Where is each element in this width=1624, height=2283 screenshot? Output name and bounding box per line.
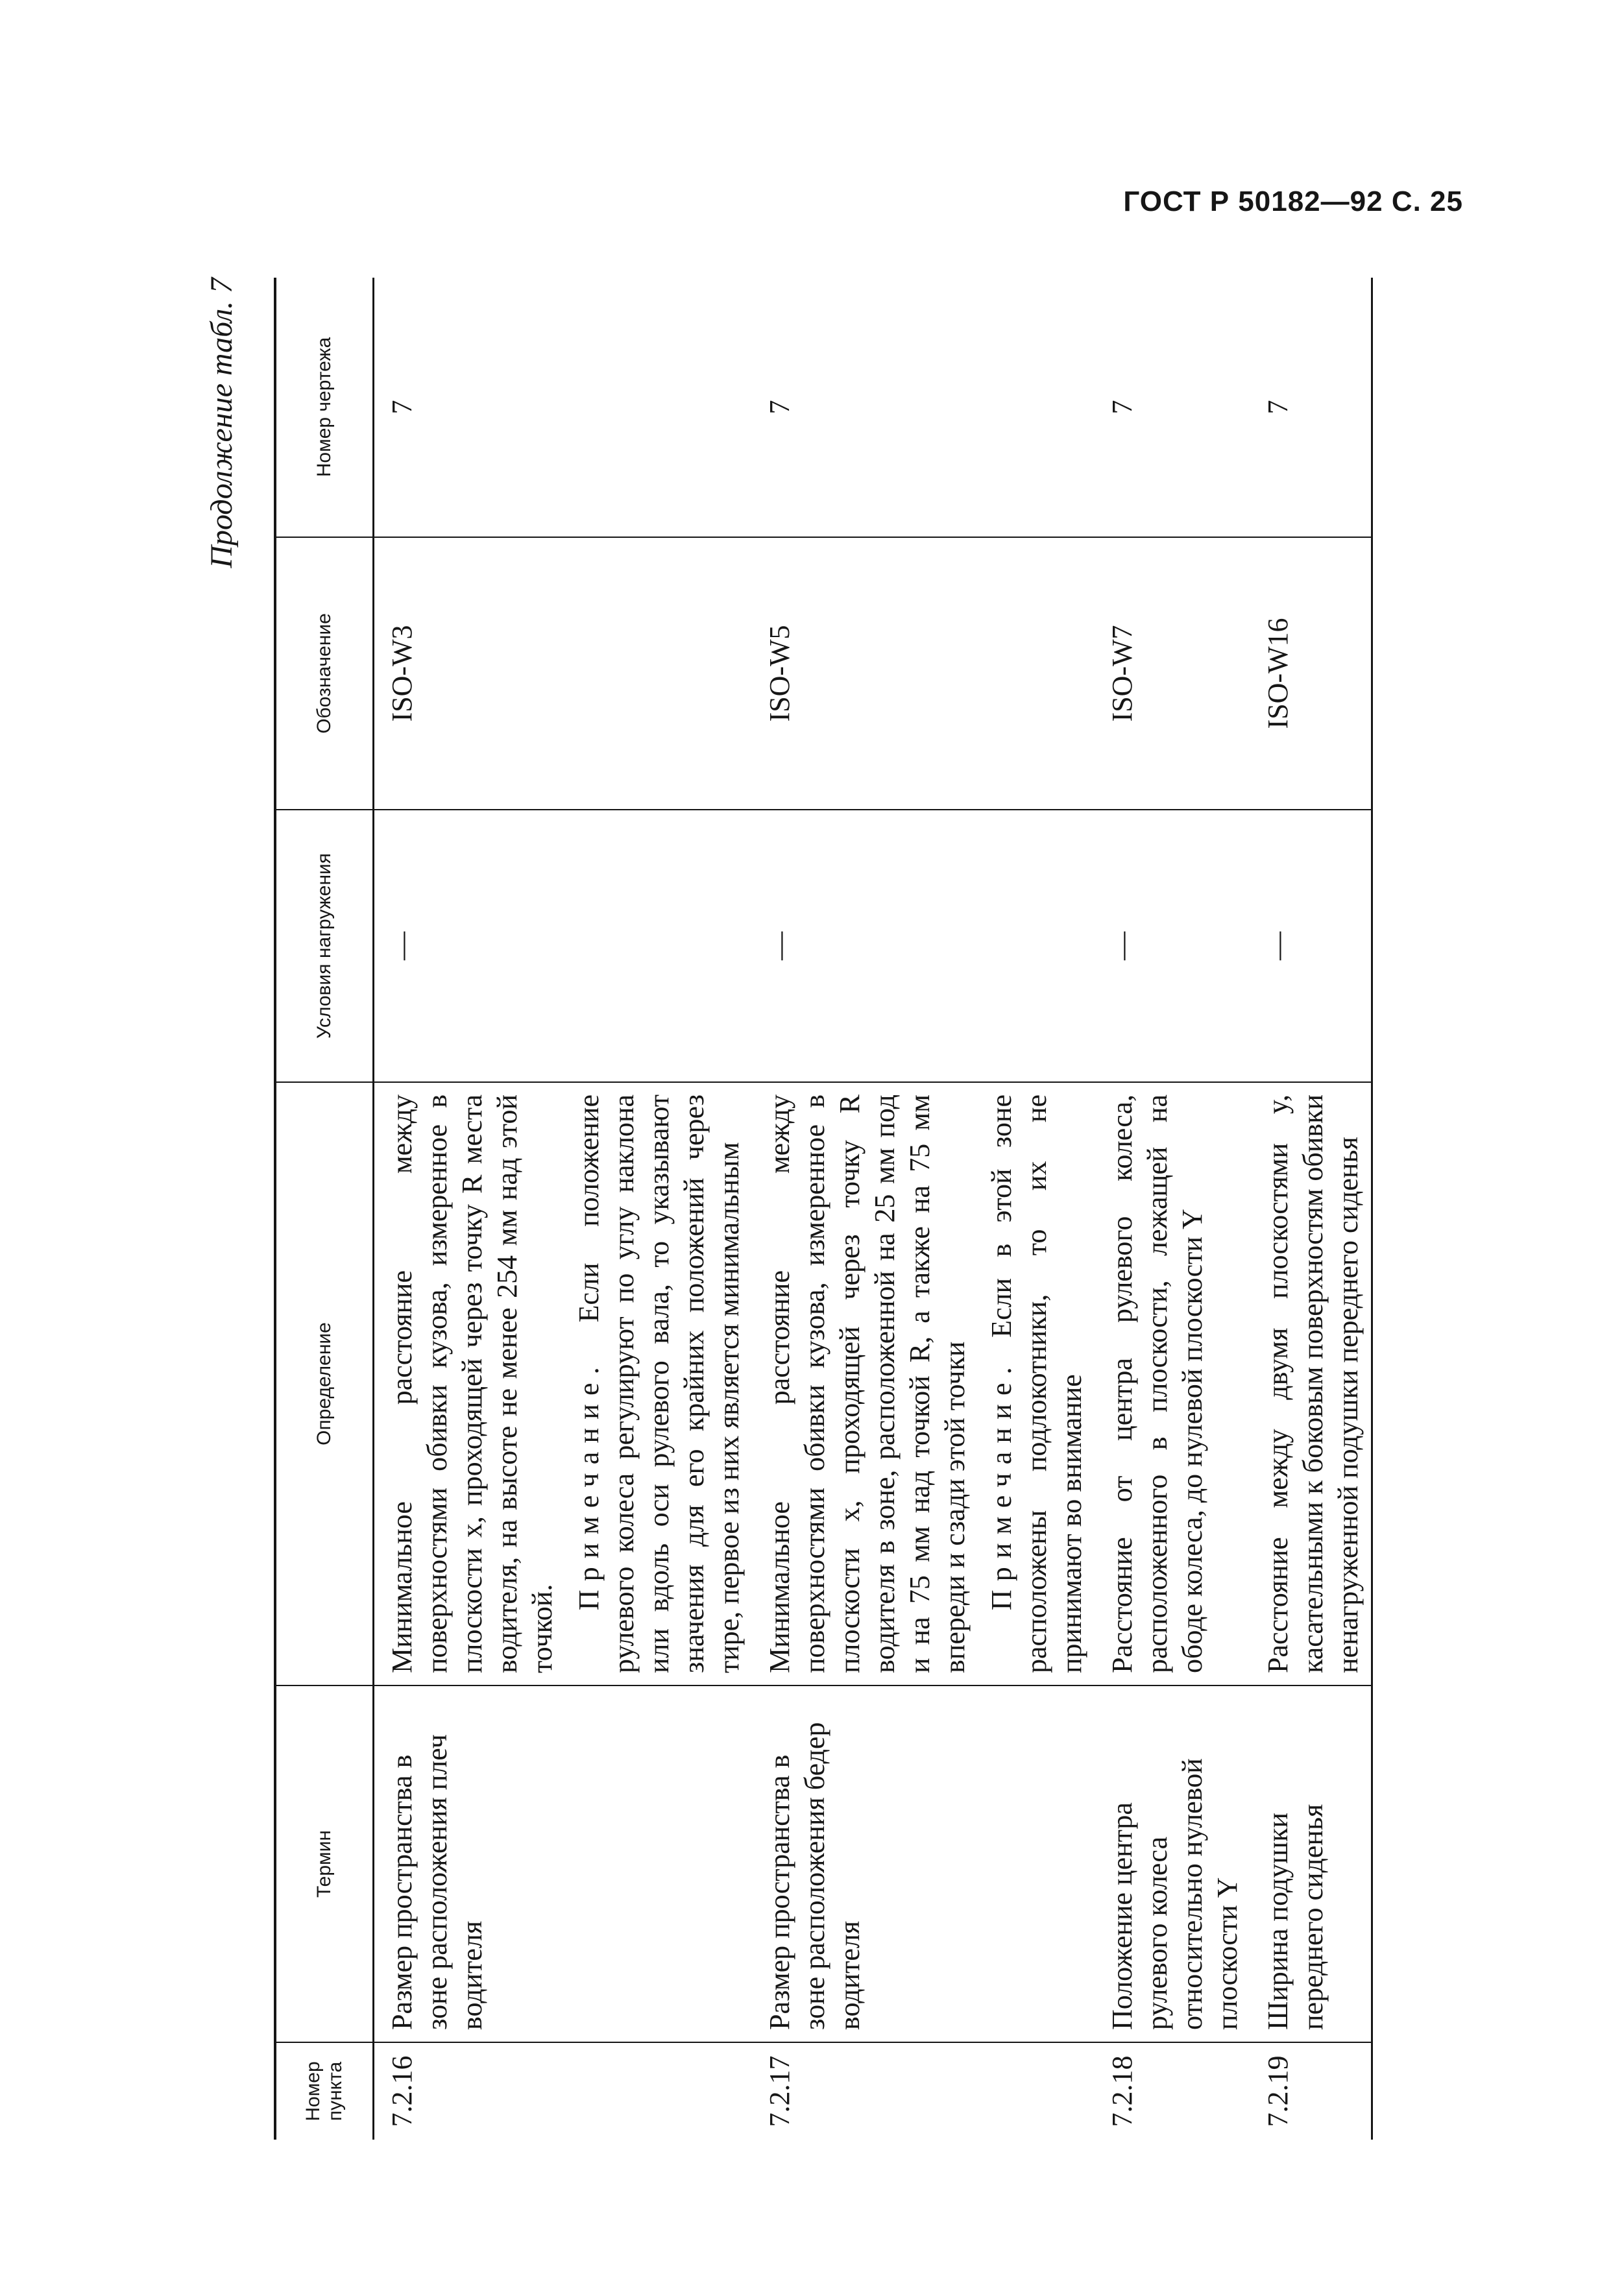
row-note	[572, 1094, 747, 1673]
row-definition: Расстояние от центра рулевого колеса, расположенного в плоскости, лежащей на ободе колеса, до нулевой плоскости Y	[1106, 1094, 1208, 1673]
table-row	[1250, 278, 1372, 2140]
row-definition-cell	[1250, 1082, 1372, 1685]
row-definition: Минимальное расстояние между поверхностями обивки кузова, измеренное в плоскости x, проходящей через точку R места водителя, на высоте не менее 254 мм над этой точкой.	[386, 1094, 558, 1673]
row-load: —	[1250, 810, 1372, 1082]
header-term: Термин	[275, 1685, 374, 2042]
rotated-table-inner	[202, 278, 1487, 2140]
row-definition-cell	[1095, 1082, 1250, 1685]
table-row	[374, 278, 753, 2140]
row-designation: ISO-W7	[1095, 537, 1250, 810]
header-number: Номер пункта	[275, 2042, 374, 2140]
row-designation: ISO-W5	[752, 537, 1095, 810]
terms-table	[274, 278, 1373, 2140]
header-load: Условия нагружения	[275, 810, 374, 1082]
note-text: Если в этой зоне расположены подлокотники, то их не принимают во внимание	[986, 1094, 1087, 1673]
row-definition: Минимальное расстояние между поверхностями обивки кузова, измеренное в плоскости x, проходящей через точку R водителя в зоне, расположенной на 25 мм под и на 75 мм над точкой R, а также на 75 мм впереди и сзади этой точки	[764, 1094, 971, 1673]
row-term: Ширина подушки переднего сиденья	[1250, 1685, 1372, 2042]
row-definition-cell	[374, 1082, 753, 1685]
row-drawing: 7	[1095, 278, 1250, 537]
row-term: Размер пространства в зоне расположения бедер водителя	[752, 1685, 1095, 2042]
header-definition: Определение	[275, 1082, 374, 1685]
row-designation: ISO-W16	[1250, 537, 1372, 810]
row-number: 7.2.19	[1250, 2042, 1372, 2140]
row-number: 7.2.17	[764, 2055, 795, 2127]
table-caption: Продолжение табл. 7	[204, 278, 239, 568]
row-term: Размер пространства в зоне расположения плеч водителя	[374, 1685, 753, 2042]
note-prefix: Примечание.	[986, 1359, 1017, 1611]
row-drawing: 7	[1250, 278, 1372, 537]
row-number: 7.2.18	[1106, 2055, 1138, 2127]
page-header-ref: ГОСТ Р 50182—92 С. 25	[1123, 186, 1463, 217]
header-designation: Обозначение	[275, 537, 374, 810]
row-term: Положение центра рулевого колеса относительно нулевой плоскости Y	[1095, 1685, 1250, 2042]
table-header-row	[275, 278, 374, 2140]
row-number: 7.2.16	[386, 2055, 418, 2127]
row-load: —	[374, 810, 753, 1082]
note-text: Если положение рулевого колеса регулируют по углу наклона или вдоль оси рулевого вала, то указывают значения для его крайних положений через тире, первое из них является минимальным	[573, 1094, 745, 1673]
table-row	[752, 278, 1095, 2140]
row-note	[984, 1094, 1089, 1673]
row-drawing: 7	[752, 278, 1095, 537]
row-definition: Расстояние между двумя плоскостями y, касательными к боковым поверхностям обивки ненагруженной подушки переднего сиденья	[1262, 1094, 1364, 1673]
rotated-table-block	[202, 278, 1624, 2127]
row-load: —	[752, 810, 1095, 1082]
header-drawing: Номер чертежа	[275, 278, 374, 537]
table-row	[1095, 278, 1250, 2140]
note-prefix: Примечание.	[573, 1359, 605, 1611]
row-drawing: 7	[374, 278, 753, 537]
row-definition-cell	[752, 1082, 1095, 1685]
row-designation: ISO-W3	[374, 537, 753, 810]
row-load: —	[1095, 810, 1250, 1082]
